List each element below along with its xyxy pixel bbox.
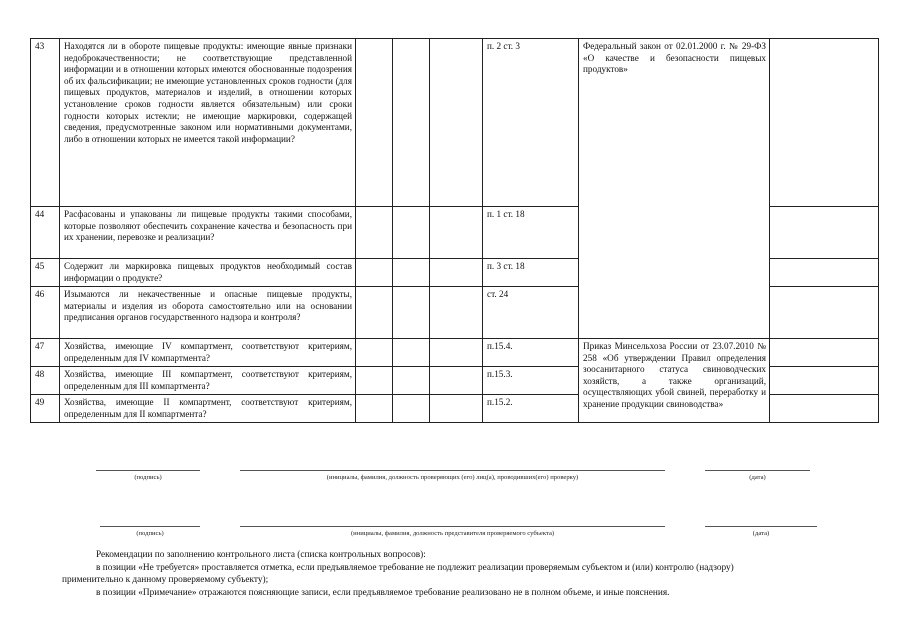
signature-caption: (подпись): [136, 530, 164, 537]
answer-no-cell[interactable]: [393, 39, 430, 207]
inspector-name-line[interactable]: [240, 470, 665, 471]
note-cell[interactable]: [770, 39, 879, 207]
legal-act-federal-law: Федеральный закон от 02.01.2000 г. № 29-ФЗ «О качестве и безопасности пищевых продуктов»: [579, 39, 770, 339]
signature-line-representative[interactable]: [100, 526, 200, 527]
date-caption: (дата): [749, 474, 766, 481]
signature-caption: (подпись): [134, 474, 162, 481]
table-row: [31, 39, 879, 207]
row-number: 43: [31, 39, 60, 207]
answer-yes-cell[interactable]: [356, 395, 393, 423]
question-text: Хозяйства, имеющие II компартмент, соответствуют критериям, определенным для II компартмента?: [60, 395, 356, 423]
requirement-reference: п.15.2.: [483, 395, 579, 423]
answer-no-cell[interactable]: [393, 259, 430, 287]
row-number: 47: [31, 339, 60, 367]
not-required-cell[interactable]: [430, 207, 483, 259]
not-required-cell[interactable]: [430, 259, 483, 287]
question-text: Содержит ли маркировка пищевых продуктов необходимый состав информации о продукте?: [60, 259, 356, 287]
question-text: Находятся ли в обороте пищевые продукты: имеющие явные признаки недоброкачественности; не соответствующие представленной информации и в отношении которых имеются обоснованные подозрения об их фальсификации; не имеющие установленных сроков годности (для пищевых продуктов, материалов и изделий, в отношении которых установление сроков годности является обязательным) или сроки годности которых истекли; не имеющие маркировки, содержащей сведения, предусмотренные законом или нормативными документами, либо в отношении которых не имеется такой информации?: [60, 39, 356, 207]
row-number: 48: [31, 367, 60, 395]
legal-act-ministry-order: Приказ Минсельхоза России от 23.07.2010 № 258 «Об утверждении Правил определения зоосанитарного статуса свиноводческих хозяйств, а также организаций, осуществляющих убой свиней, переработку и хранение продукции свиноводства»: [579, 339, 770, 423]
answer-yes-cell[interactable]: [356, 339, 393, 367]
row-number: 44: [31, 207, 60, 259]
note-cell[interactable]: [770, 395, 879, 423]
requirement-reference: ст. 24: [483, 287, 579, 339]
answer-yes-cell[interactable]: [356, 207, 393, 259]
inspector-name-caption: (инициалы, фамилия, должность проверяющих (его) лиц(а), проводивших(его) проверку): [326, 474, 579, 481]
not-required-cell[interactable]: [430, 287, 483, 339]
date-line-representative[interactable]: [705, 526, 817, 527]
answer-yes-cell[interactable]: [356, 287, 393, 339]
requirement-reference: п.15.4.: [483, 339, 579, 367]
recommendation-note: в позиции «Примечание» отражаются поясняющие записи, если предъявляемое требование реализовано не в полном объеме, и иные пояснения.: [96, 588, 670, 598]
recommendation-not-required-cont: применительно к данному проверяемому субъекту);: [62, 575, 269, 585]
row-number: 49: [31, 395, 60, 423]
note-cell[interactable]: [770, 367, 879, 395]
signature-line-inspector[interactable]: [96, 470, 200, 471]
date-line-inspector[interactable]: [705, 470, 810, 471]
not-required-cell[interactable]: [430, 395, 483, 423]
answer-yes-cell[interactable]: [356, 367, 393, 395]
table-row: [31, 339, 879, 367]
requirement-reference: п. 2 ст. 3: [483, 39, 579, 207]
answer-no-cell[interactable]: [393, 339, 430, 367]
answer-yes-cell[interactable]: [356, 39, 393, 207]
question-text: Расфасованы и упакованы ли пищевые продукты такими способами, которые позволяют обеспечить сохранение качества и безопасность при их хранении, перевозке и реализации?: [60, 207, 356, 259]
not-required-cell[interactable]: [430, 39, 483, 207]
row-number: 45: [31, 259, 60, 287]
note-cell[interactable]: [770, 287, 879, 339]
answer-no-cell[interactable]: [393, 207, 430, 259]
answer-no-cell[interactable]: [393, 287, 430, 339]
date-caption: (дата): [752, 530, 770, 537]
recommendations-heading: Рекомендации по заполнению контрольного листа (списка контрольных вопросов):: [96, 550, 426, 560]
row-number: 46: [31, 287, 60, 339]
question-text: Хозяйства, имеющие III компартмент, соответствуют критериям, определенным для III компартмента?: [60, 367, 356, 395]
requirement-reference: п. 1 ст. 18: [483, 207, 579, 259]
note-cell[interactable]: [770, 207, 879, 259]
question-text: Изымаются ли некачественные и опасные пищевые продукты, материалы и изделия из оборота самостоятельно или на основании предписания органов государственного надзора и контроля?: [60, 287, 356, 339]
answer-no-cell[interactable]: [393, 395, 430, 423]
note-cell[interactable]: [770, 259, 879, 287]
answer-no-cell[interactable]: [393, 367, 430, 395]
answer-yes-cell[interactable]: [356, 259, 393, 287]
recommendation-not-required: в позиции «Не требуется» проставляется отметка, если предъявляемое требование не подлежит реализации проверяемым субъектом и (или) контролю (надзору): [96, 563, 734, 573]
requirement-reference: п. 3 ст. 18: [483, 259, 579, 287]
representative-name-line[interactable]: [240, 526, 665, 527]
not-required-cell[interactable]: [430, 367, 483, 395]
checklist-table: [30, 38, 879, 423]
representative-name-caption: (инициалы, фамилия, должность представителя проверяемого субъекта): [350, 530, 555, 537]
question-text: Хозяйства, имеющие IV компартмент, соответствуют критериям, определенным для IV компартмента?: [60, 339, 356, 367]
requirement-reference: п.15.3.: [483, 367, 579, 395]
note-cell[interactable]: [770, 339, 879, 367]
not-required-cell[interactable]: [430, 339, 483, 367]
